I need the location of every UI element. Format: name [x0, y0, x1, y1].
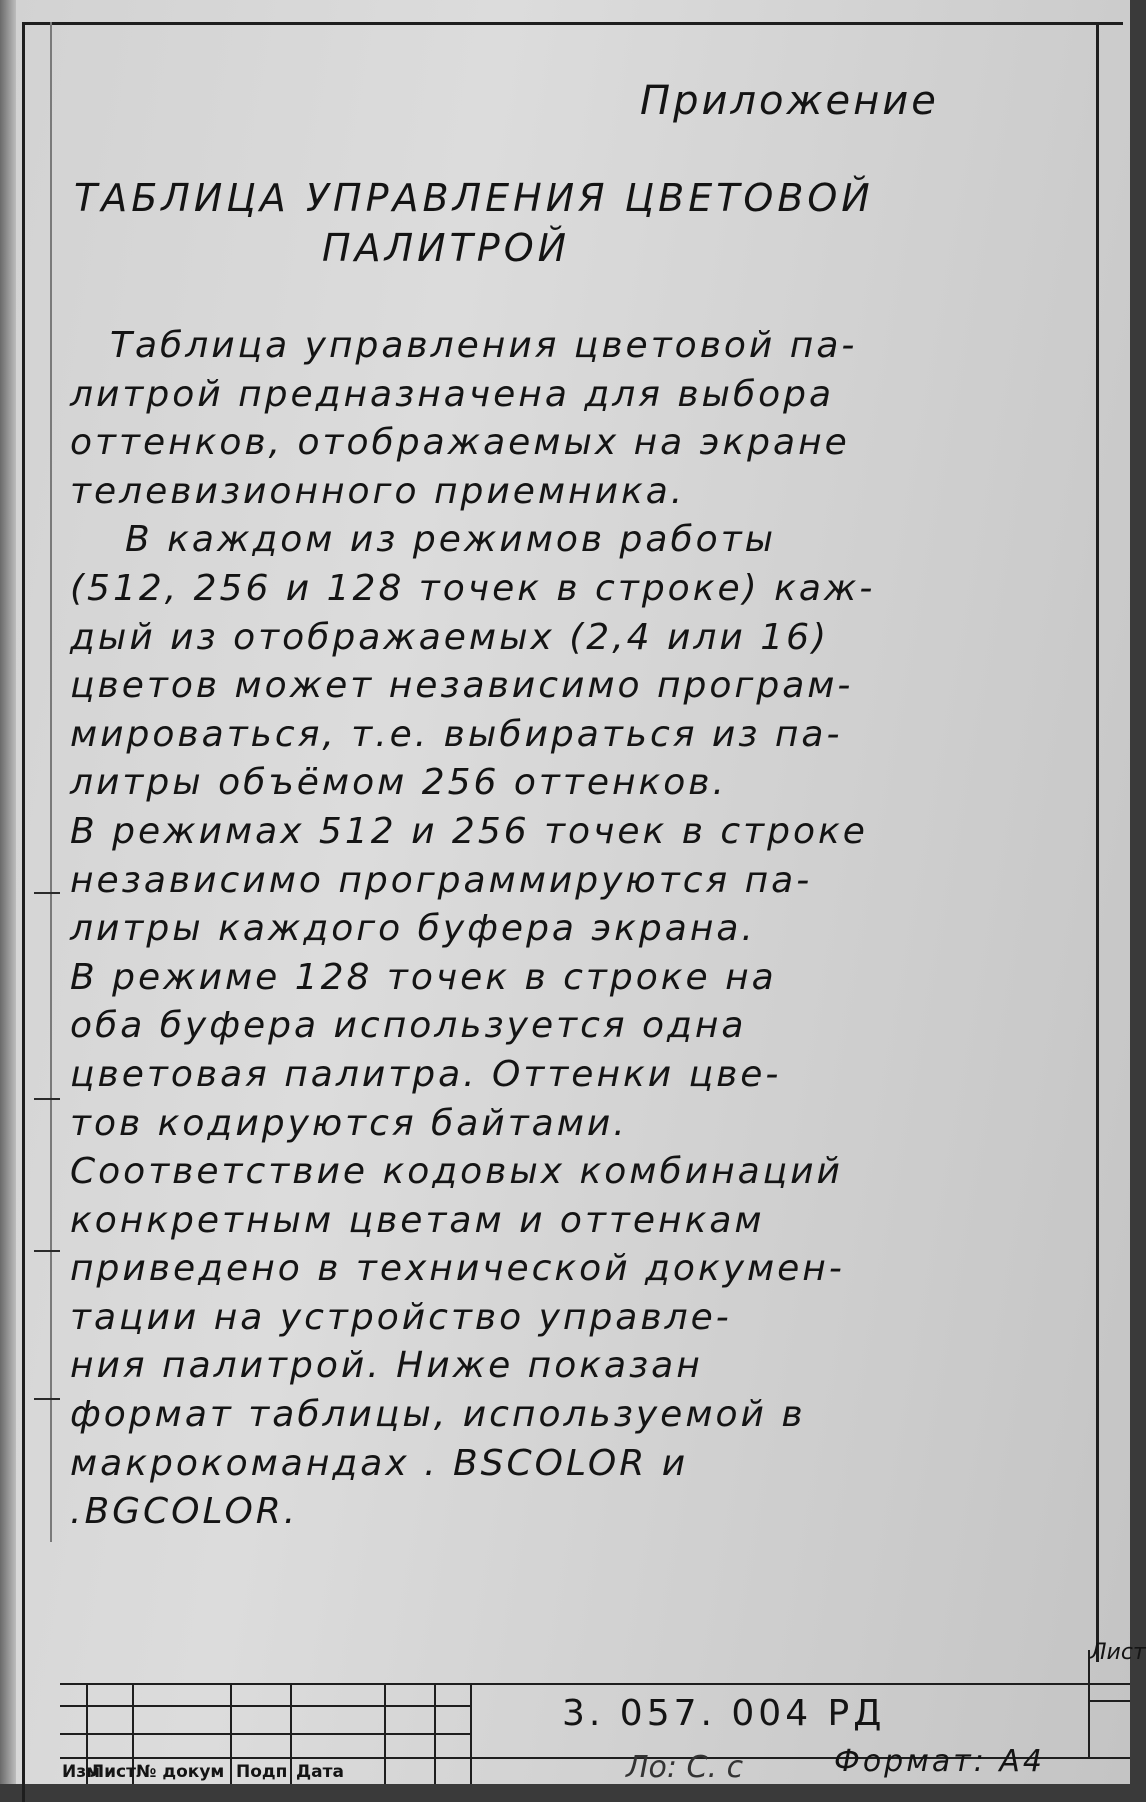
text-line: тов кодируются байтами.: [70, 1102, 628, 1144]
signature-scrawl: Ло: С. с: [626, 1750, 744, 1785]
text-line: литры объёмом 256 оттенков.: [70, 762, 727, 804]
title-block-divider: [434, 1683, 436, 1784]
text-line: оба буфера используется одна: [70, 1005, 747, 1047]
text-line: оттенков, отображаемых на экране: [70, 422, 850, 464]
text-line: независимо программируются па-: [70, 859, 813, 901]
text-line: .BGCOLOR.: [70, 1491, 299, 1533]
text-line: тации на устройство управле-: [70, 1296, 732, 1338]
margin-tick: [34, 1250, 60, 1252]
title-block-divider: [1088, 1650, 1090, 1758]
text-line: литрой предназначена для выбора: [70, 373, 835, 415]
column-label-signature: Подп: [236, 1762, 288, 1782]
format-label: Формат: А4: [834, 1744, 1045, 1779]
document-number: 3. 057. 004 РД: [562, 1693, 886, 1734]
column-label-sheet: Лист: [90, 1762, 136, 1782]
text-line: цветовая палитра. Оттенки цве-: [70, 1053, 782, 1095]
page-title-line-2: ПАЛИТРОЙ: [322, 226, 571, 270]
text-line: конкретным цветам и оттенкам: [70, 1199, 765, 1241]
text-line: ния палитрой. Ниже показан: [70, 1345, 703, 1387]
text-line: (512, 256 и 128 точек в строке) каж-: [70, 567, 876, 609]
binding-margin-line: [50, 22, 52, 1542]
column-label-date: Дата: [296, 1762, 344, 1782]
margin-tick: [34, 1398, 60, 1400]
title-block-divider: [384, 1683, 386, 1784]
sheet-label: Лист: [1090, 1640, 1146, 1665]
text-line: В режиме 128 точек в строке на: [70, 956, 777, 998]
text-line: В каждом из режимов работы: [125, 519, 777, 561]
text-line: телевизионного приемника.: [70, 470, 686, 512]
text-line: Соответствие кодовых комбинаций: [70, 1151, 843, 1193]
title-block-divider: [290, 1683, 292, 1784]
text-line: мироваться, т.е. выбираться из па-: [70, 713, 843, 755]
title-block-rule: [60, 1683, 1130, 1685]
text-line: приведено в технической докумен-: [70, 1248, 845, 1290]
text-line: В режимах 512 и 256 точек в строке: [70, 810, 868, 852]
margin-tick: [34, 892, 60, 894]
margin-tick: [34, 1098, 60, 1100]
page-title-line-1: ТАБЛИЦА УПРАВЛЕНИЯ ЦВЕТОВОЙ: [74, 176, 874, 220]
title-block-rule: [60, 1705, 470, 1707]
text-line: цветов может независимо програм-: [70, 665, 854, 707]
title-block-divider: [230, 1683, 232, 1784]
body-text: [70, 322, 1100, 1537]
text-line: Таблица управления цветовой па-: [110, 325, 858, 366]
column-label-change: Изм: [62, 1762, 101, 1782]
title-block-rule: [60, 1733, 470, 1735]
text-line: формат таблицы, используемой в: [70, 1394, 806, 1436]
appendix-label: Приложение: [640, 78, 939, 124]
column-label-document-number: № докум: [136, 1762, 225, 1782]
title-block-rule: [1088, 1700, 1130, 1702]
title-block-divider: [470, 1683, 472, 1784]
page-edge-shadow: [0, 0, 16, 1784]
text-line: макрокомандах . BSCOLOR и: [70, 1442, 689, 1484]
text-line: дый из отображаемых (2,4 или 16): [70, 616, 830, 658]
text-line: литры каждого буфера экрана.: [70, 908, 756, 950]
